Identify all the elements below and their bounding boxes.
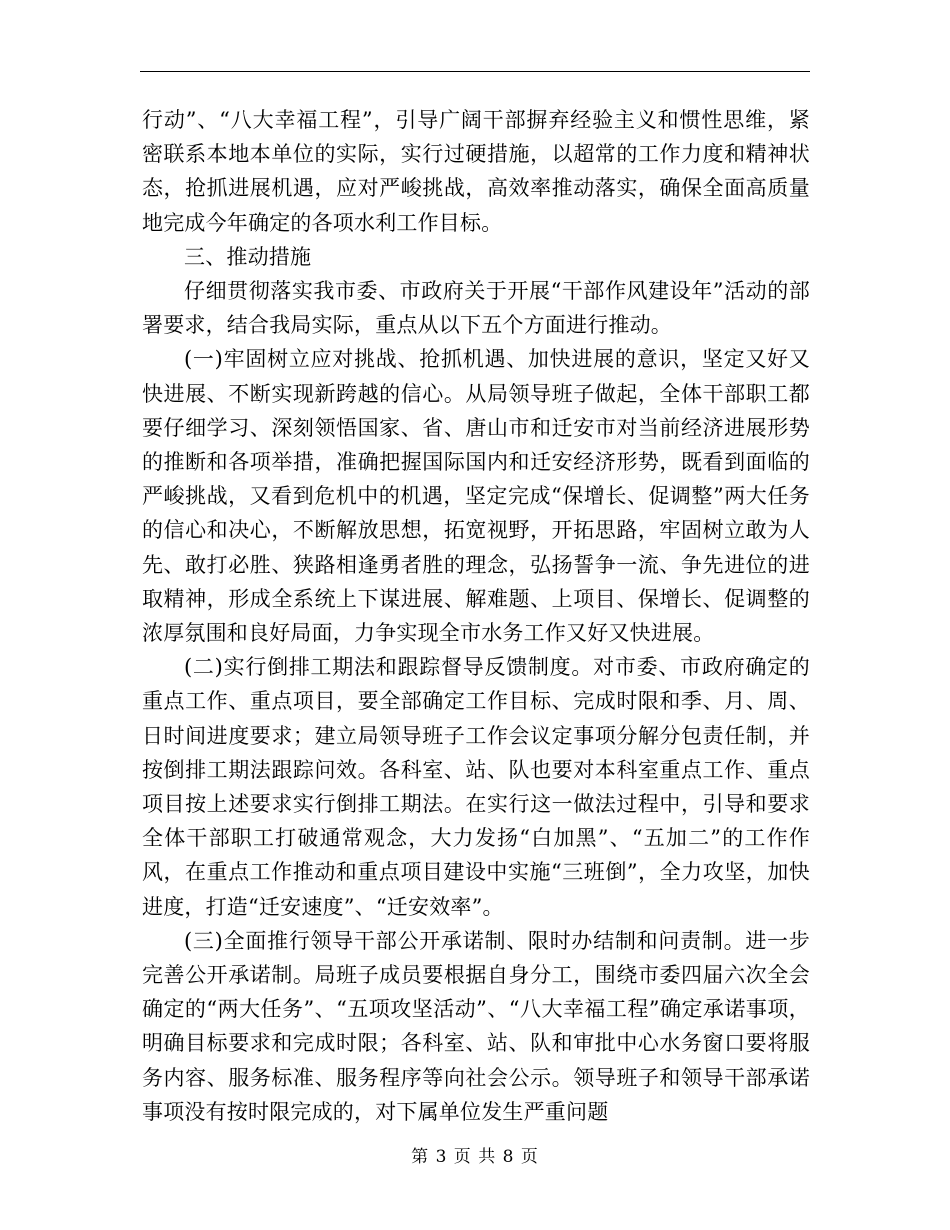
document-body [142, 103, 810, 1129]
paragraph-intro: 仔细贯彻落实我市委、市政府关于开展“干部作风建设年”活动的部署要求，结合我局实际，重点从以下五个方面进行推动。 [142, 279, 810, 338]
header-rule [140, 71, 810, 72]
paragraph-item-2: (二)实行倒排工期法和跟踪督导反馈制度。对市委、市政府确定的重点工作、重点项目，要全部确定工作目标、完成时限和季、月、周、日时间进度要求；建立局领导班子工作会议定事项分解分包责任制，并按倒排工期法跟踪问效。各科室、站、队也要对本科室重点工作、重点项目按上述要求实行倒排工期法。在实行这一做法过程中，引导和要求全体干部职工打破通常观念，大力发扬“白加黑”、“五加二”的工作作风，在重点工作推动和重点项目建设中实施“三班倒”，全力攻坚，加快进度，打造“迁安速度”、“迁安效率”。 [142, 655, 810, 919]
paragraph-item-3: (三)全面推行领导干部公开承诺制、限时办结制和问责制。进一步完善公开承诺制。局班子成员要根据自身分工，围绕市委四届六次全会确定的“两大任务”、“五项攻坚活动”、“八大幸福工程”确定承诺事项，明确目标要求和完成时限；各科室、站、队和审批中心水务窗口要将服务内容、服务标准、服务程序等向社会公示。领导班子和领导干部承诺事项没有按时限完成的，对下属单位发生严重问题 [142, 928, 810, 1124]
page-number-footer: 第 3 页 共 8 页 [411, 1147, 539, 1167]
paragraph-continuation: 行动”、“八大幸福工程”，引导广阔干部摒弃经验主义和惯性思维，紧密联系本地本单位的实际，实行过硬措施，以超常的工作力度和精神状态，抢抓进展机遇，应对严峻挑战，高效率推动落实，确保全面高质量地完成今年确定的各项水利工作目标。 [142, 108, 810, 235]
section-heading: 三、推动措施 [184, 244, 312, 269]
paragraph-item-1: (一)牢固树立应对挑战、抢抓机遇、加快进展的意识，坚定又好又快进展、不断实现新跨越的信心。从局领导班子做起，全体干部职工都要仔细学习、深刻领悟国家、省、唐山市和迁安市对当前经济进展形势的推断和各项举措，准确把握国际国内和迁安经济形势，既看到面临的严峻挑战，又看到危机中的机遇，坚定完成“保增长、促调整”两大任务的信心和决心，不断解放思想，拓宽视野，开拓思路，牢固树立敢为人先、敢打必胜、狭路相逢勇者胜的理念，弘扬誓争一流、争先进位的进取精神，形成全系统上下谋进展、解难题、上项目、保增长、促调整的浓厚氛围和良好局面，力争实现全市水务工作又好又快进展。 [142, 347, 810, 646]
